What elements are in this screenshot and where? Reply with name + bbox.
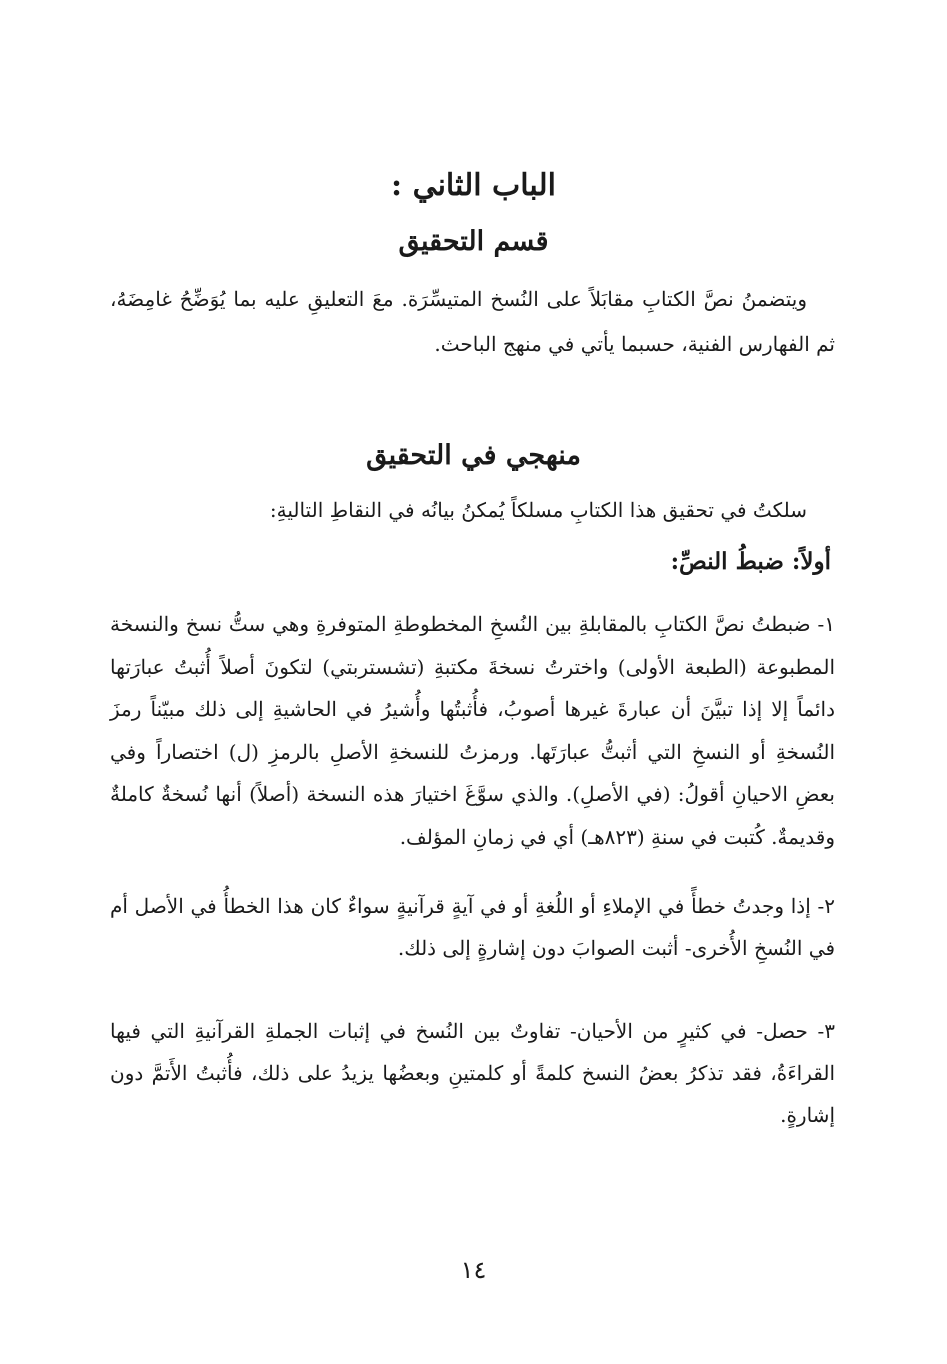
method-intro-paragraph: سلكتُ في تحقيق هذا الكتابِ مسلكاً يُمكنُ بيانُه في النقاطِ التاليةِ: [269,498,807,522]
point-3-paragraph: ٣- حصل- في كثيرٍ من الأحيان- تفاوتٌ بين النُسخ في إثبات الجملةِ القرآنيةِ التي فيها القراءَةُ، فقد تذكرُ بعضُ النسخ كلمةً أو كلمتينِ وبعضُها يزيدُ على ذلك، فأُثبتُ الأَتمَّ دون إشارةٍ. [110,1019,835,1127]
intro-paragraph: ويتضمنُ نصَّ الكتابِ مقابَلاً على النُسخ المتيسِّرَة. معَ التعليقِ عليه بما يُوَضِّحُ غامِضَهُ، ثم الفهارس الفنية، حسبما يأتي في منهج الباحث. [110,287,835,356]
point-1-paragraph: ١- ضبطتُ نصَّ الكتابِ بالمقابلةِ بين النُسخِ المخطوطةِ المتوفرةِ وهي ستُّ نسخ والنسخة المطبوعة (الطبعة الأولى) واخترتُ نسخةَ مكتبةِ (تشستربتي) لتكونَ أصلاً أُثبتُ عبارَتها دائماً إلا إذا تبيَّنَ أن عبارةَ غيرها أصوبُ، فأُثبتُها وأُشيرُ في الحاشيةِ إلى ذلك مبيّناً رمزَ النُسخةِ أو النسخِ التي أثبتُّ عبارَتَها. ورمزتُ للنسخةِ الأصلِ بالرمزِ (ل) اختصاراً وفي بعضِ الاحيانِ أقولُ: (في الأصلِ). والذي سوَّغَ اختيارَ هذه النسخة (أصلاً) أنها نُسخةٌ كاملةٌ وقديمةٌ. كُتبت في سنةِ (٨٢٣هـ) أي في زمانِ المؤلف. [110,612,835,849]
page-number: ١٤ [460,1256,487,1284]
section-title: قسم التحقيق [398,226,549,257]
first-point-title: أولاً: ضبطُ النصِّ: [670,548,831,575]
chapter-title: الباب الثاني : [391,168,556,203]
point-2-paragraph: ٢- إذا وجدتُ خطأً في الإملاءِ أو اللُغةِ أو في آيةٍ قرآنيةٍ سواءٌ كان هذا الخطأُ في الأصل أم في النُسخِ الأُخرى- أثبت الصوابَ دون إشارةٍ إلى ذلك. [110,894,835,960]
method-title: منهجي في التحقيق [366,440,581,471]
